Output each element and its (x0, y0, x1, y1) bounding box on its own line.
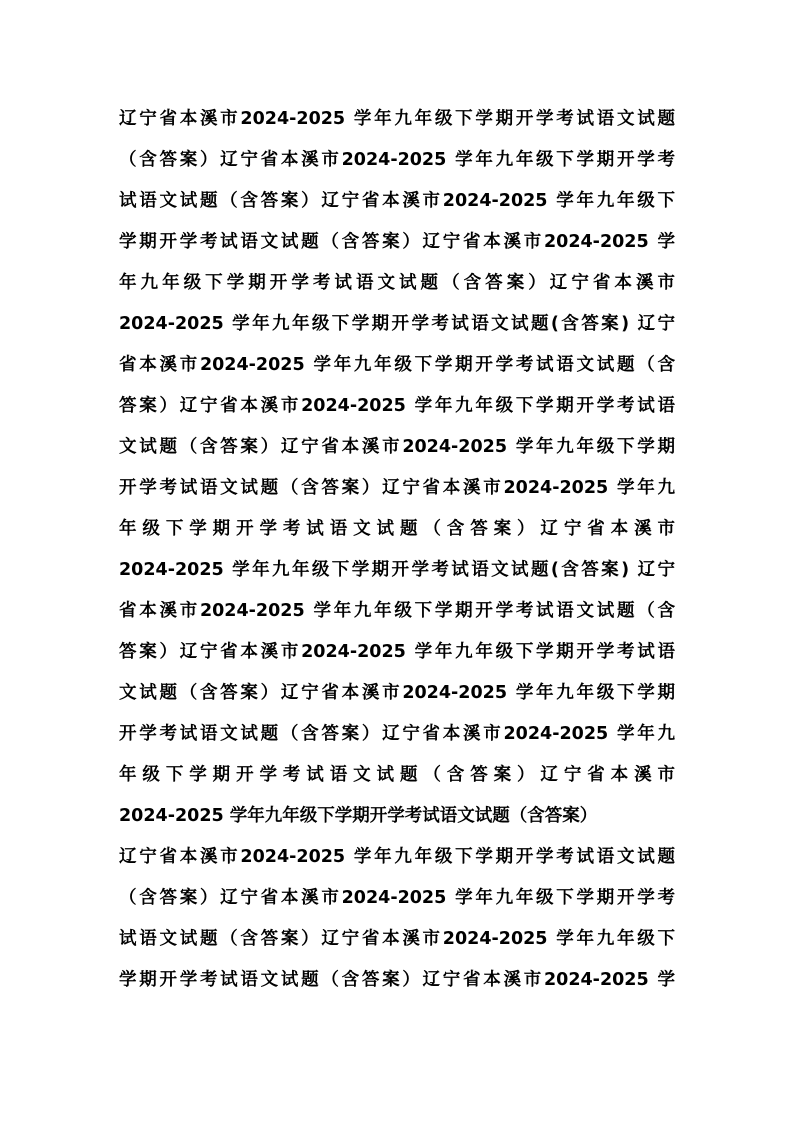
paragraph-1 (119, 99, 675, 837)
text-line: 年级下学期开学考试语文试题（含答案）辽宁省本溪市 (119, 765, 675, 785)
text-line: 文试题（含答案）辽宁省本溪市2024-2025 学年九年级下学期 (119, 683, 675, 703)
paragraph-2 (119, 837, 675, 1001)
text-line: 省本溪市2024-2025 学年九年级下学期开学考试语文试题（含 (119, 355, 675, 375)
text-line: 答案）辽宁省本溪市2024-2025 学年九年级下学期开学考试语 (119, 642, 675, 662)
text-line: 年级下学期开学考试语文试题（含答案）辽宁省本溪市 (119, 519, 675, 539)
text-line: 2024-2025 学年九年级下学期开学考试语文试题(含答案) 辽宁 (119, 314, 675, 334)
text-line: 试语文试题（含答案）辽宁省本溪市2024-2025 学年九年级下 (119, 929, 675, 949)
text-line: 开学考试语文试题（含答案）辽宁省本溪市2024-2025 学年九 (119, 478, 675, 498)
text-line: 答案）辽宁省本溪市2024-2025 学年九年级下学期开学考试语 (119, 396, 675, 416)
text-line: （含答案）辽宁省本溪市2024-2025 学年九年级下学期开学考 (119, 888, 675, 908)
text-line: 学期开学考试语文试题（含答案）辽宁省本溪市2024-2025 学 (119, 232, 675, 252)
text-line: 学期开学考试语文试题（含答案）辽宁省本溪市2024-2025 学 (119, 970, 675, 990)
text-line: 2024-2025 学年九年级下学期开学考试语文试题（含答案） (119, 806, 598, 826)
text-line: 2024-2025 学年九年级下学期开学考试语文试题(含答案) 辽宁 (119, 560, 675, 580)
text-line: 辽宁省本溪市2024-2025 学年九年级下学期开学考试语文试题 (119, 109, 675, 129)
text-line: 文试题（含答案）辽宁省本溪市2024-2025 学年九年级下学期 (119, 437, 675, 457)
text-line: 年九年级下学期开学考试语文试题（含答案）辽宁省本溪市 (119, 273, 675, 293)
text-line: 开学考试语文试题（含答案）辽宁省本溪市2024-2025 学年九 (119, 724, 675, 744)
text-line: 试语文试题（含答案）辽宁省本溪市2024-2025 学年九年级下 (119, 191, 675, 211)
text-line: （含答案）辽宁省本溪市2024-2025 学年九年级下学期开学考 (119, 150, 675, 170)
body-text (119, 99, 675, 1001)
text-line: 辽宁省本溪市2024-2025 学年九年级下学期开学考试语文试题 (119, 847, 675, 867)
text-line: 省本溪市2024-2025 学年九年级下学期开学考试语文试题（含 (119, 601, 675, 621)
